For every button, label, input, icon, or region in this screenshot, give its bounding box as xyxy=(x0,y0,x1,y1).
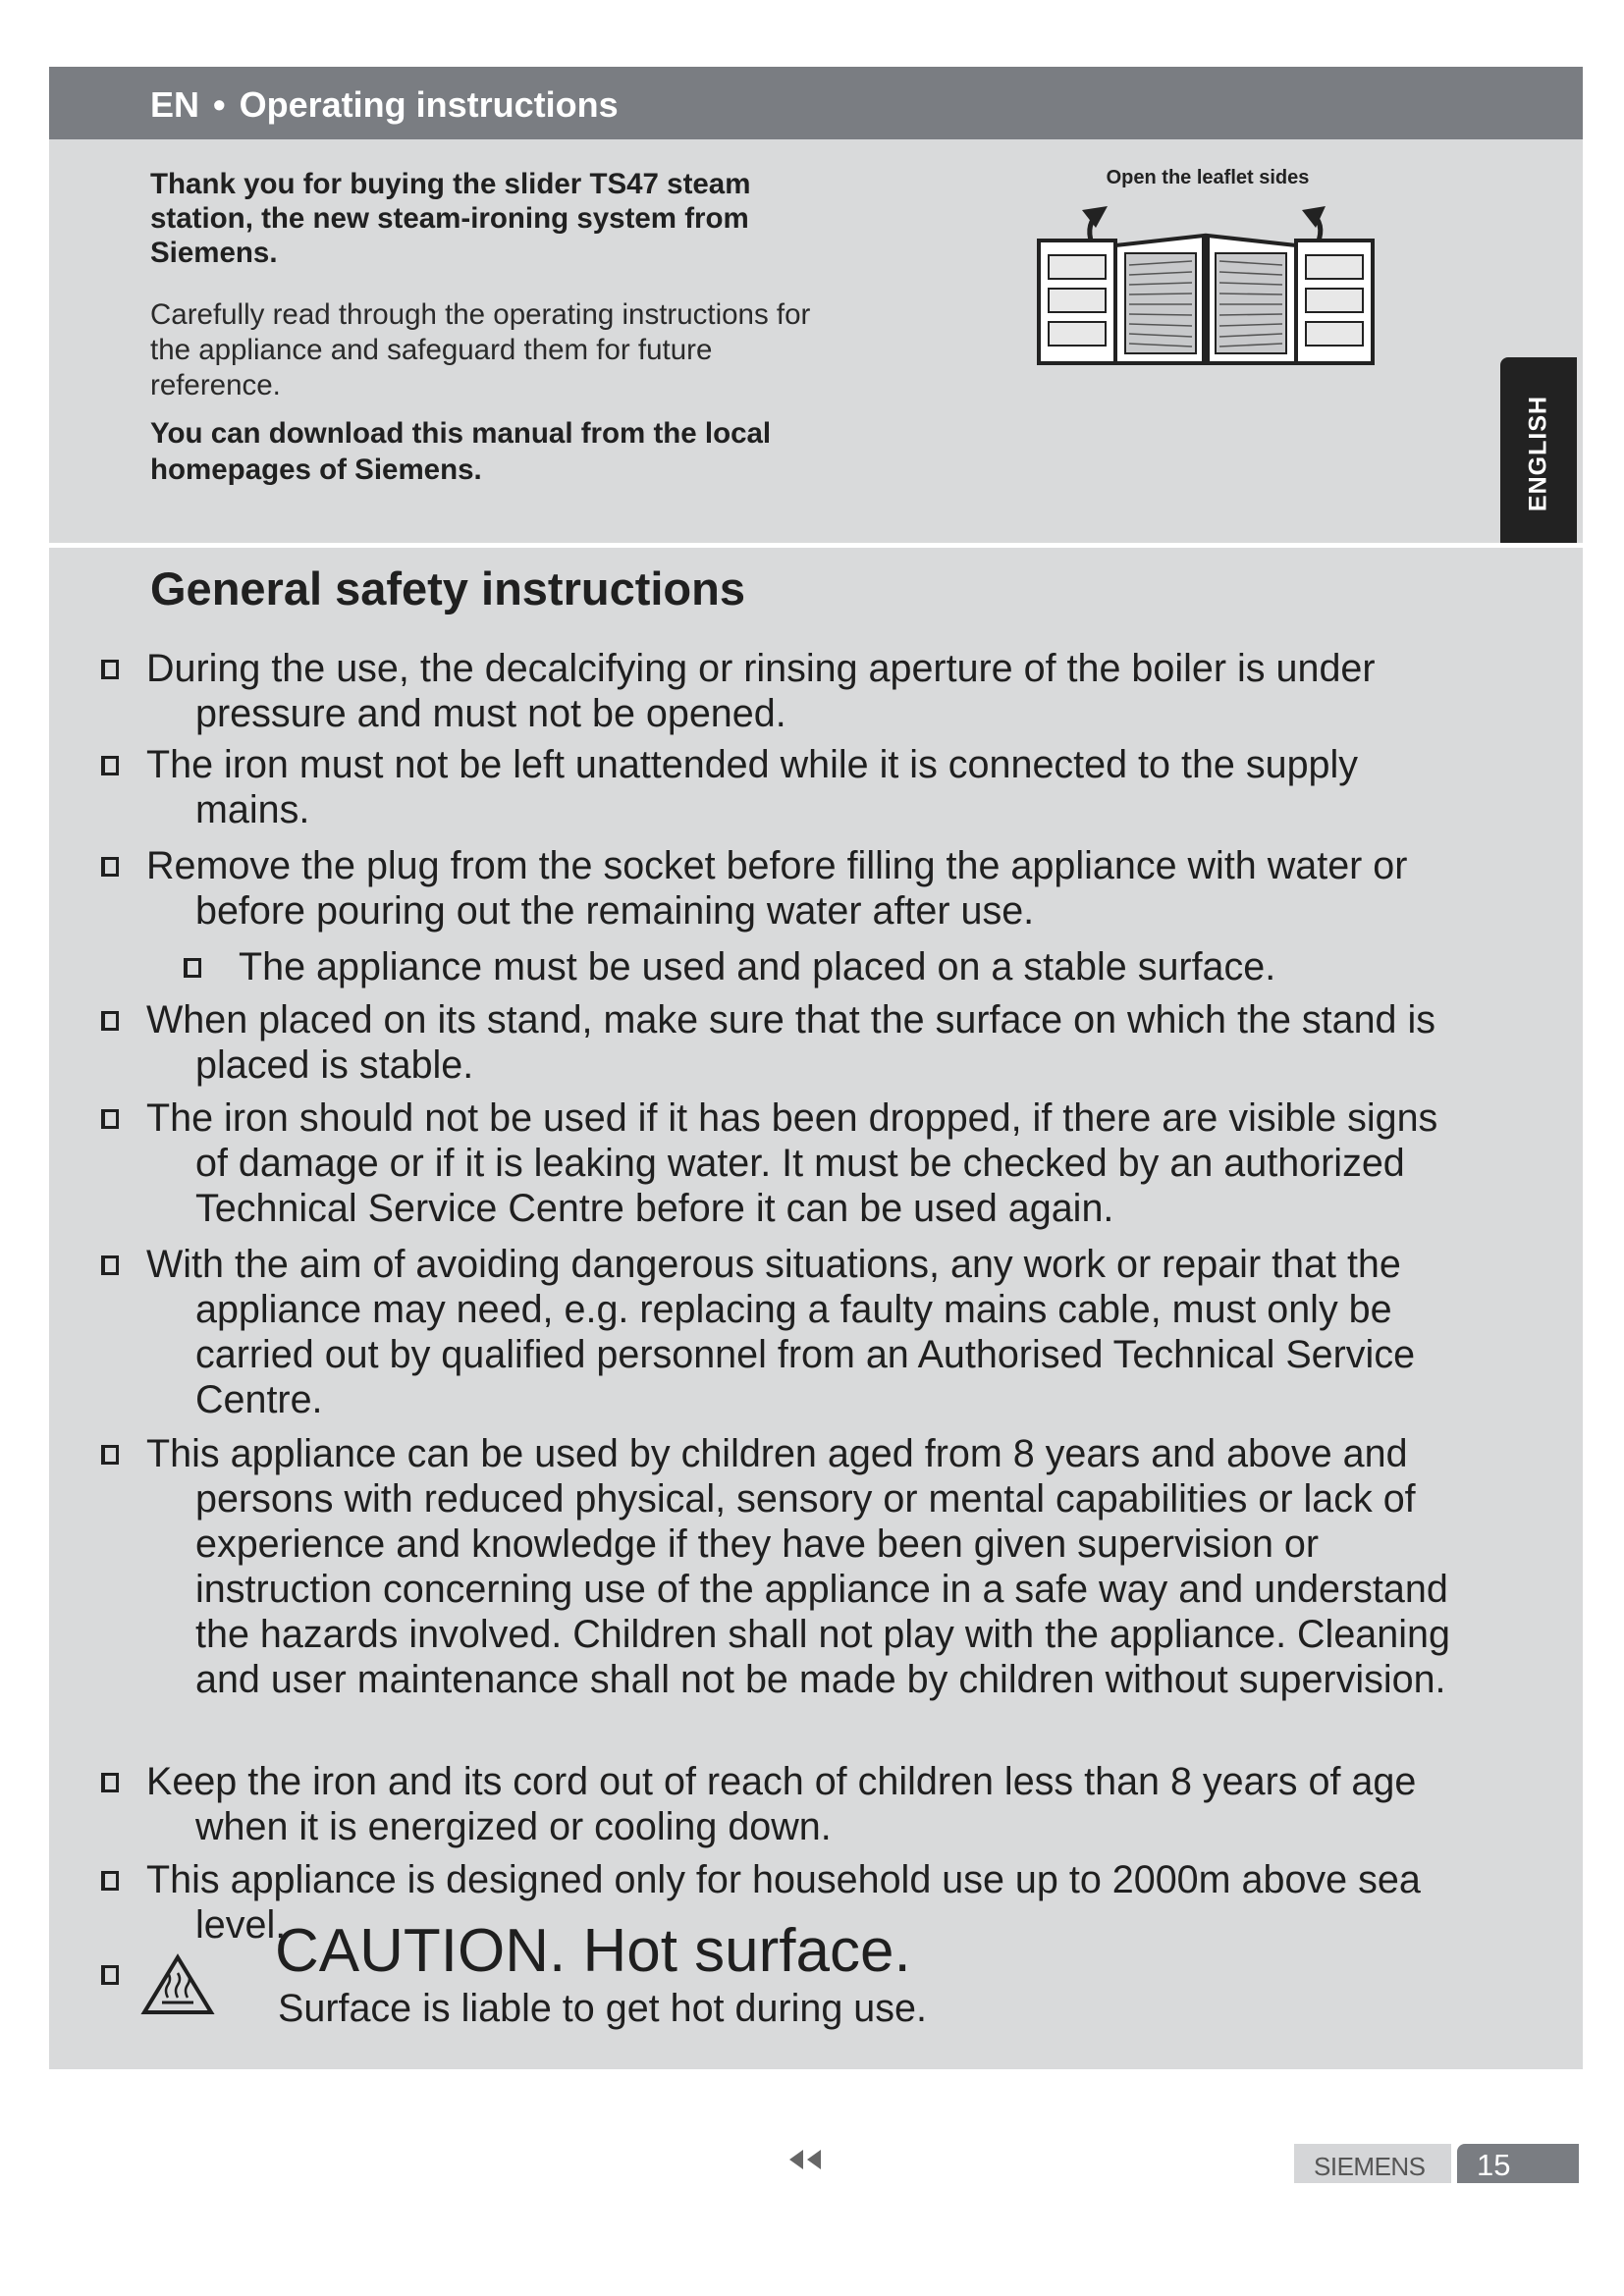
checkbox-bullet-icon xyxy=(101,660,119,679)
caution-title: CAUTION. Hot surface. xyxy=(275,1917,911,1985)
safety-title: General safety instructions xyxy=(150,562,745,614)
leaflet-caption: Open the leaflet sides xyxy=(1106,167,1310,188)
safety-item xyxy=(101,1242,1476,1422)
safety-item xyxy=(184,944,1460,989)
hot-surface-warning-icon xyxy=(140,1953,215,2016)
checkbox-bullet-icon xyxy=(101,857,119,877)
safety-item-text: With the aim of avoiding dangerous situations, any work or repair that the appliance may need, e.g. replacing a faulty mains cable, must only be carried out by qualified personnel from an Authorised Technical Service Centre. xyxy=(146,1243,1416,1421)
safety-item-text: The iron should not be used if it has been dropped, if there are visible signs of damage or if it is leaking water. It must be checked by an authorized Technical Service Centre before it can be used again. xyxy=(146,1096,1438,1230)
intro-read-instructions: Carefully read through the operating instructions for the appliance and safeguard them for future reference. xyxy=(150,298,811,401)
checkbox-bullet-icon xyxy=(101,1965,119,1985)
checkbox-bullet-icon xyxy=(101,1773,119,1792)
footer-brand xyxy=(1294,2144,1451,2183)
page-number-badge xyxy=(1457,2144,1579,2183)
safety-item-text: During the use, the decalcifying or rinsing aperture of the boiler is under pressure and must not be opened. xyxy=(146,647,1376,735)
safety-item-text: This appliance is designed only for household use up to 2000m above sea level. xyxy=(146,1858,1421,1947)
checkbox-bullet-icon xyxy=(101,1445,119,1465)
intro-download-note: You can download this manual from the local homepages of Siemens. xyxy=(150,417,772,486)
page-title xyxy=(150,84,619,126)
checkbox-bullet-icon xyxy=(101,1871,119,1891)
checkbox-bullet-icon xyxy=(101,1255,119,1275)
checkbox-bullet-icon xyxy=(101,1011,119,1031)
caution-block xyxy=(101,1917,1476,2032)
safety-item-text: This appliance can be used by children aged from 8 years and above and persons with reduced physical, sensory or mental capabilities or lack of experience and knowledge if they have been given supervision or instruction concerning use of the appliance in a safe way and understand the hazards involved. Children shall not play with the appliance. Cleaning and user maintenance shall not be made by children without supervision. xyxy=(146,1432,1450,1701)
intro-panel xyxy=(49,139,1583,543)
intro-thanks: Thank you for buying the slider TS47 steam station, the new steam-ironing system from Siemens. xyxy=(150,168,751,269)
open-leaflet-icon xyxy=(1031,196,1384,373)
safety-item-text: Keep the iron and its cord out of reach of children less than 8 years of age when it is energized or cooling down. xyxy=(146,1760,1417,1848)
checkbox-bullet-icon xyxy=(101,1109,119,1129)
language-tab xyxy=(1500,357,1577,550)
header-bar xyxy=(49,67,1583,139)
safety-item xyxy=(101,742,1476,832)
language-code: EN xyxy=(150,84,200,125)
brand-name: SIEMENS xyxy=(1314,2152,1426,2181)
safety-item xyxy=(101,1759,1476,1849)
safety-item xyxy=(101,1095,1476,1231)
previous-page-arrows-icon[interactable] xyxy=(785,2146,833,2173)
checkbox-bullet-icon xyxy=(184,958,201,978)
safety-item xyxy=(101,646,1476,736)
section-title: Operating instructions xyxy=(239,84,619,125)
language-tab-label: ENGLISH xyxy=(1524,395,1552,512)
safety-item xyxy=(101,997,1476,1088)
intro-text-column xyxy=(150,167,838,488)
safety-item-text: The appliance must be used and placed on a stable surface. xyxy=(239,945,1276,988)
safety-item xyxy=(101,843,1476,934)
safety-item xyxy=(101,1431,1476,1702)
leaflet-illustration xyxy=(1031,167,1384,393)
checkbox-bullet-icon xyxy=(101,756,119,775)
title-separator: • xyxy=(213,84,226,125)
caution-text: Surface is liable to get hot during use. xyxy=(278,1987,927,2030)
safety-item-text: Remove the plug from the socket before filling the appliance with water or before pouring out the remaining water after use. xyxy=(146,844,1408,933)
page-number: 15 xyxy=(1477,2148,1511,2182)
safety-item-text: When placed on its stand, make sure that the surface on which the stand is placed is stable. xyxy=(146,998,1436,1087)
safety-item-text: The iron must not be left unattended while it is connected to the supply mains. xyxy=(146,743,1359,831)
